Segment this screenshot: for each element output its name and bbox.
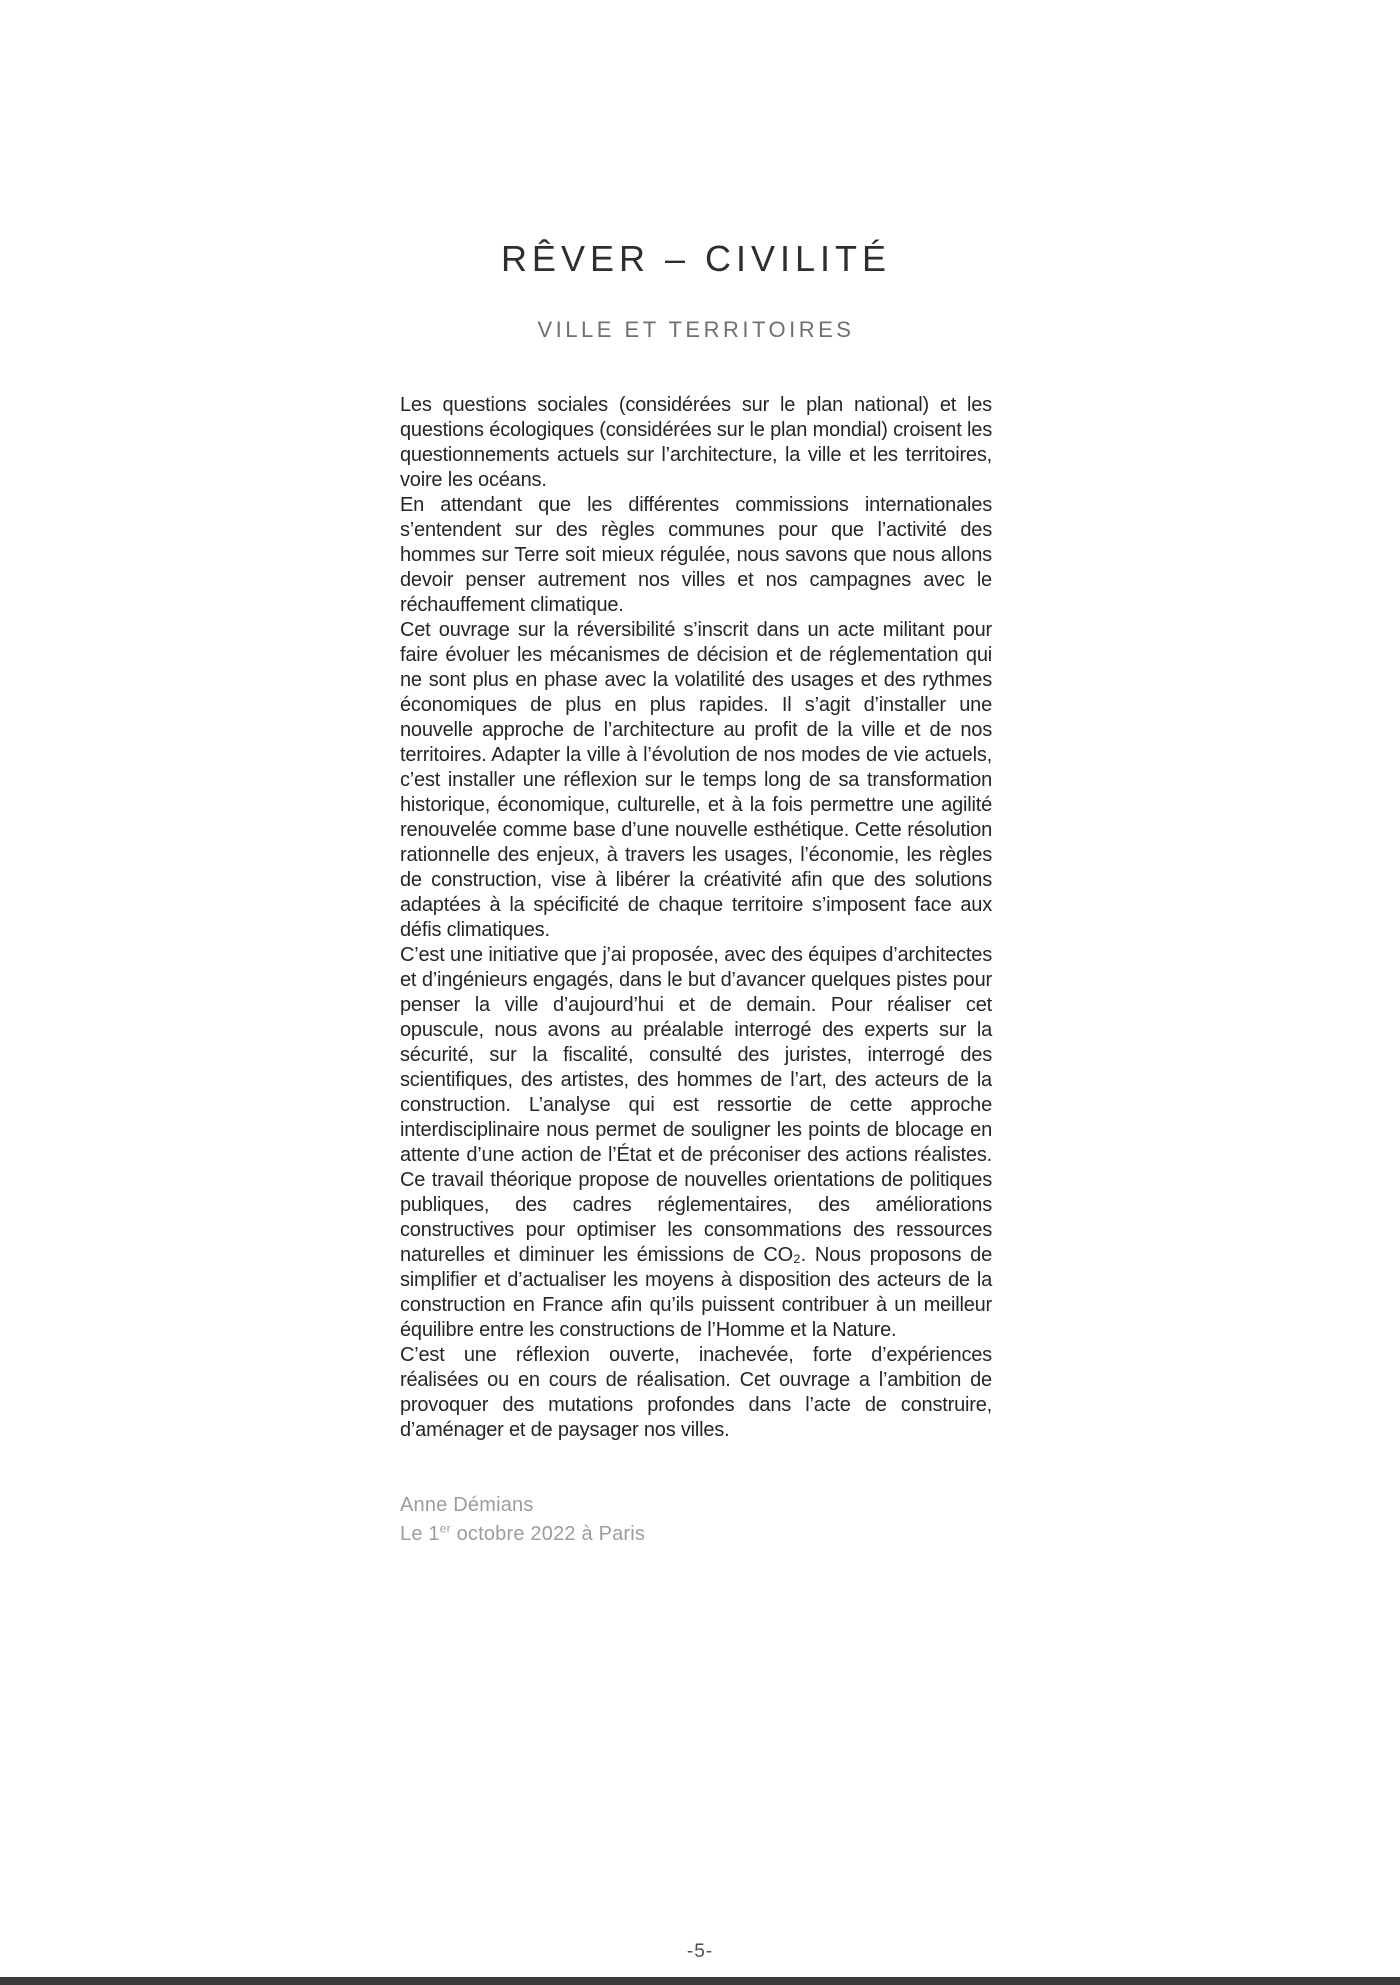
paragraph-open-reflection: C’est une réflexion ouverte, inachevée, forte d’expériences réalisées ou en cours de réalisation. Cet ouvrage a l’ambition de provoquer des mutations profondes dans l’acte de construire, d’aménager et de paysager nos villes. [400, 1344, 992, 1441]
signature-block [400, 1491, 992, 1549]
page-subtitle: VILLE ET TERRITOIRES [537, 317, 855, 342]
signature-date-text-start: Le 1 [400, 1523, 440, 1545]
paragraph-social-questions: Les questions sociales (considérées sur le plan national) et les questions écologiques (considérées sur le plan mondial) croisent les questionnements actuels sur l’architecture, la ville et les territoires, voire les océans. [400, 394, 992, 491]
signature-date-text-end: octobre 2022 à Paris [450, 1523, 646, 1545]
page-title: RÊVER – CIVILITÉ [500, 238, 892, 279]
body-text [400, 393, 992, 1443]
page-bottom-edge [0, 1977, 1400, 1985]
text-column [400, 0, 992, 1549]
paragraph-international-commissions: En attendant que les différentes commissions internationales s’entendent sur des règles communes pour que l’activité des hommes sur Terre soit mieux régulée, nous savons que nous allons devoir penser autrement nos villes et nos campagnes avec le réchauffement climatique. [400, 494, 992, 616]
paragraph-initiative: C’est une initiative que j’ai proposée, avec des équipes d’architectes et d’ingénieurs engagés, dans le but d’avancer quelques pistes pour penser la ville d’aujourd’hui et de demain. Pour réaliser cet opuscule, nous avons au préalable interrogé des experts sur la sécurité, sur la fiscalité, consulté des juristes, interrogé des scientifiques, des artistes, des hommes de l’art, des acteurs de la construction. L’analyse qui est ressortie de cette approche interdisciplinaire nous permet de souligner les points de blocage en attente d’une action de l’État et de préconiser des actions réalistes. Ce travail théorique propose de nouvelles orientations de politiques publiques, des cadres réglementaires, des améliorations constructives pour optimiser les consommations des ressources naturelles et diminuer les émissions de CO₂. Nous proposons de simplifier et d’actualiser les moyens à disposition des acteurs de la construction en France afin qu’ils puissent contribuer à un meilleur équilibre entre les constructions de l’Homme et la Nature. [400, 944, 992, 1341]
paragraph-reversibility: Cet ouvrage sur la réversibilité s’inscrit dans un acte militant pour faire évoluer les mécanismes de décision et de réglementation qui ne sont plus en phase avec la volatilité des usages et des rythmes économiques de plus en plus rapides. Il s’agit d’installer une nouvelle approche de l’architecture au profit de la ville et de nos territoires. Adapter la ville à l’évolution de nos modes de vie actuels, c’est installer une réflexion sur le temps long de sa transformation historique, économique, culturelle, et à la fois permettre une agilité renouvelée comme base d’une nouvelle esthétique. Cette résolution rationnelle des enjeux, à travers les usages, l’économie, les règles de construction, vise à libérer la créativité afin que des solutions adaptées à la spécificité de chaque territoire s’imposent face aux défis climatiques. [400, 619, 992, 941]
page-number: -5- [686, 1941, 714, 1962]
signature-date [400, 1520, 992, 1549]
signature-date-ordinal-suffix: er [439, 1521, 451, 1536]
signature-author: Anne Démians [400, 1494, 534, 1516]
